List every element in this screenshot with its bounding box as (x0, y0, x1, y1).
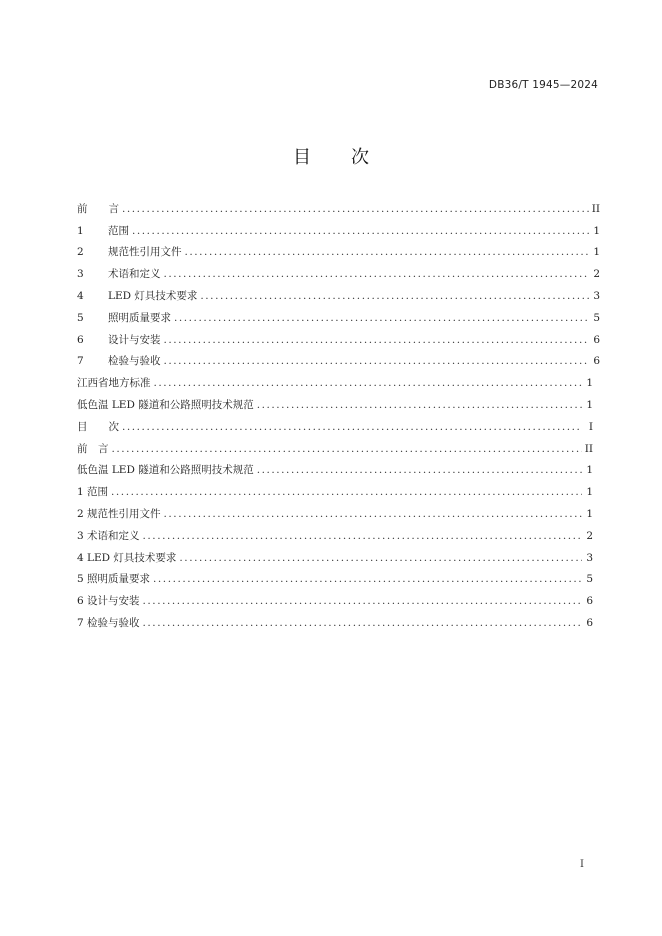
toc-leader-dots (111, 485, 582, 499)
toc-entry-label: 设计与安装 (108, 333, 161, 346)
toc-entry-number: 4 (77, 290, 84, 303)
toc-entry[interactable] (77, 460, 600, 482)
toc-entry[interactable] (77, 612, 600, 634)
toc-entry-page: 1 (586, 399, 593, 412)
toc-entry-label: 目 次 (77, 420, 119, 433)
toc-entry-led-requirements[interactable] (77, 285, 600, 307)
standard-code: DB36/T 1945—2024 (488, 79, 598, 91)
toc-leader-dots (257, 398, 582, 412)
toc-entry-number: 6 (77, 333, 84, 346)
toc-entry-number: 2 (77, 246, 84, 259)
toc-entry-design-installation[interactable] (77, 329, 600, 351)
toc-leader-dots (143, 616, 582, 630)
toc-entry-page: 2 (586, 529, 593, 542)
toc-entry-label: 范围 (108, 224, 129, 237)
toc-leader-dots (164, 267, 590, 281)
toc-entry-label: 前 言 (77, 442, 109, 455)
toc-entry-page: II (591, 202, 600, 215)
table-of-contents (77, 198, 600, 634)
toc-entry-page: 2 (593, 268, 600, 281)
toc-entry-label: 5 照明质量要求 (77, 573, 151, 586)
toc-leader-dots (185, 245, 590, 259)
toc-entry-scope[interactable] (77, 220, 600, 242)
toc-entry-terms[interactable] (77, 263, 600, 285)
toc-leader-dots (132, 224, 589, 238)
toc-leader-dots (143, 594, 582, 608)
toc-entry-label: 7 检验与验收 (77, 617, 140, 630)
toc-entry-page: 5 (586, 573, 593, 586)
toc-entry[interactable] (77, 481, 600, 503)
toc-entry-label: 前 言 (77, 202, 119, 215)
toc-entry-page: 6 (586, 595, 593, 608)
toc-entry-page: 6 (586, 617, 593, 630)
toc-leader-dots (143, 529, 582, 543)
toc-entry-page: 1 (593, 246, 600, 259)
toc-entry-page: II (584, 442, 593, 455)
toc-entry-page: 1 (586, 464, 593, 477)
toc-entry-label: 术语和定义 (108, 268, 161, 281)
toc-leader-dots (122, 420, 582, 434)
toc-leader-dots (164, 507, 582, 521)
toc-entry-label: LED 灯具技术要求 (108, 290, 198, 303)
toc-entry[interactable] (77, 590, 600, 612)
toc-entry-page: 3 (593, 290, 600, 303)
toc-title-char-2: 次 (351, 147, 369, 168)
toc-entry-page: 1 (593, 224, 600, 237)
toc-entry[interactable] (77, 416, 600, 438)
toc-entry-foreword[interactable] (77, 198, 600, 220)
toc-entry[interactable] (77, 394, 600, 416)
toc-entry-label: 6 设计与安装 (77, 595, 140, 608)
toc-entry[interactable] (77, 547, 600, 569)
toc-entry-label: 1 范围 (77, 486, 109, 499)
toc-leader-dots (174, 311, 589, 325)
toc-entry-page: 3 (586, 551, 593, 564)
toc-entry-page: 1 (586, 377, 593, 390)
toc-leader-dots (122, 202, 589, 216)
toc-entry-lighting-quality[interactable] (77, 307, 600, 329)
toc-entry-page: I (588, 420, 593, 433)
toc-entry-label: 照明质量要求 (108, 311, 171, 324)
toc-entry-page: 1 (586, 508, 593, 521)
toc-entry-label: 规范性引用文件 (108, 246, 182, 259)
toc-entry-label: 2 规范性引用文件 (77, 508, 161, 521)
toc-entry[interactable] (77, 372, 600, 394)
toc-leader-dots (164, 333, 590, 347)
toc-entry-page: 1 (586, 486, 593, 499)
toc-entry-page: 5 (593, 311, 600, 324)
toc-entry-label: 4 LED 灯具技术要求 (77, 551, 177, 564)
toc-leader-dots (200, 289, 589, 303)
toc-leader-dots (164, 354, 590, 368)
toc-title (0, 143, 662, 169)
toc-leader-dots (179, 551, 582, 565)
toc-entry-label: 检验与验收 (108, 355, 161, 368)
toc-entry-number: 3 (77, 268, 84, 281)
toc-leader-dots (154, 376, 583, 390)
toc-leader-dots (153, 572, 582, 586)
toc-entry[interactable] (77, 525, 600, 547)
toc-entry-normative-references[interactable] (77, 242, 600, 264)
toc-entry-number: 5 (77, 311, 84, 324)
toc-entry-label: 江西省地方标准 (77, 377, 151, 390)
toc-entry-page: 6 (593, 355, 600, 368)
toc-entry-number: 7 (77, 355, 84, 368)
toc-entry-label: 低色温 LED 隧道和公路照明技术规范 (77, 399, 254, 412)
toc-entry-number: 1 (77, 224, 84, 237)
toc-entry-label: 3 术语和定义 (77, 529, 140, 542)
toc-entry[interactable] (77, 569, 600, 591)
toc-entry[interactable] (77, 503, 600, 525)
toc-entry[interactable] (77, 438, 600, 460)
toc-entry-inspection[interactable] (77, 351, 600, 373)
toc-entry-label: 低色温 LED 隧道和公路照明技术规范 (77, 464, 254, 477)
page-number: I (580, 859, 584, 870)
toc-leader-dots (257, 463, 582, 477)
toc-leader-dots (112, 442, 582, 456)
toc-entry-page: 6 (593, 333, 600, 346)
toc-title-char-1: 目 (293, 147, 311, 168)
